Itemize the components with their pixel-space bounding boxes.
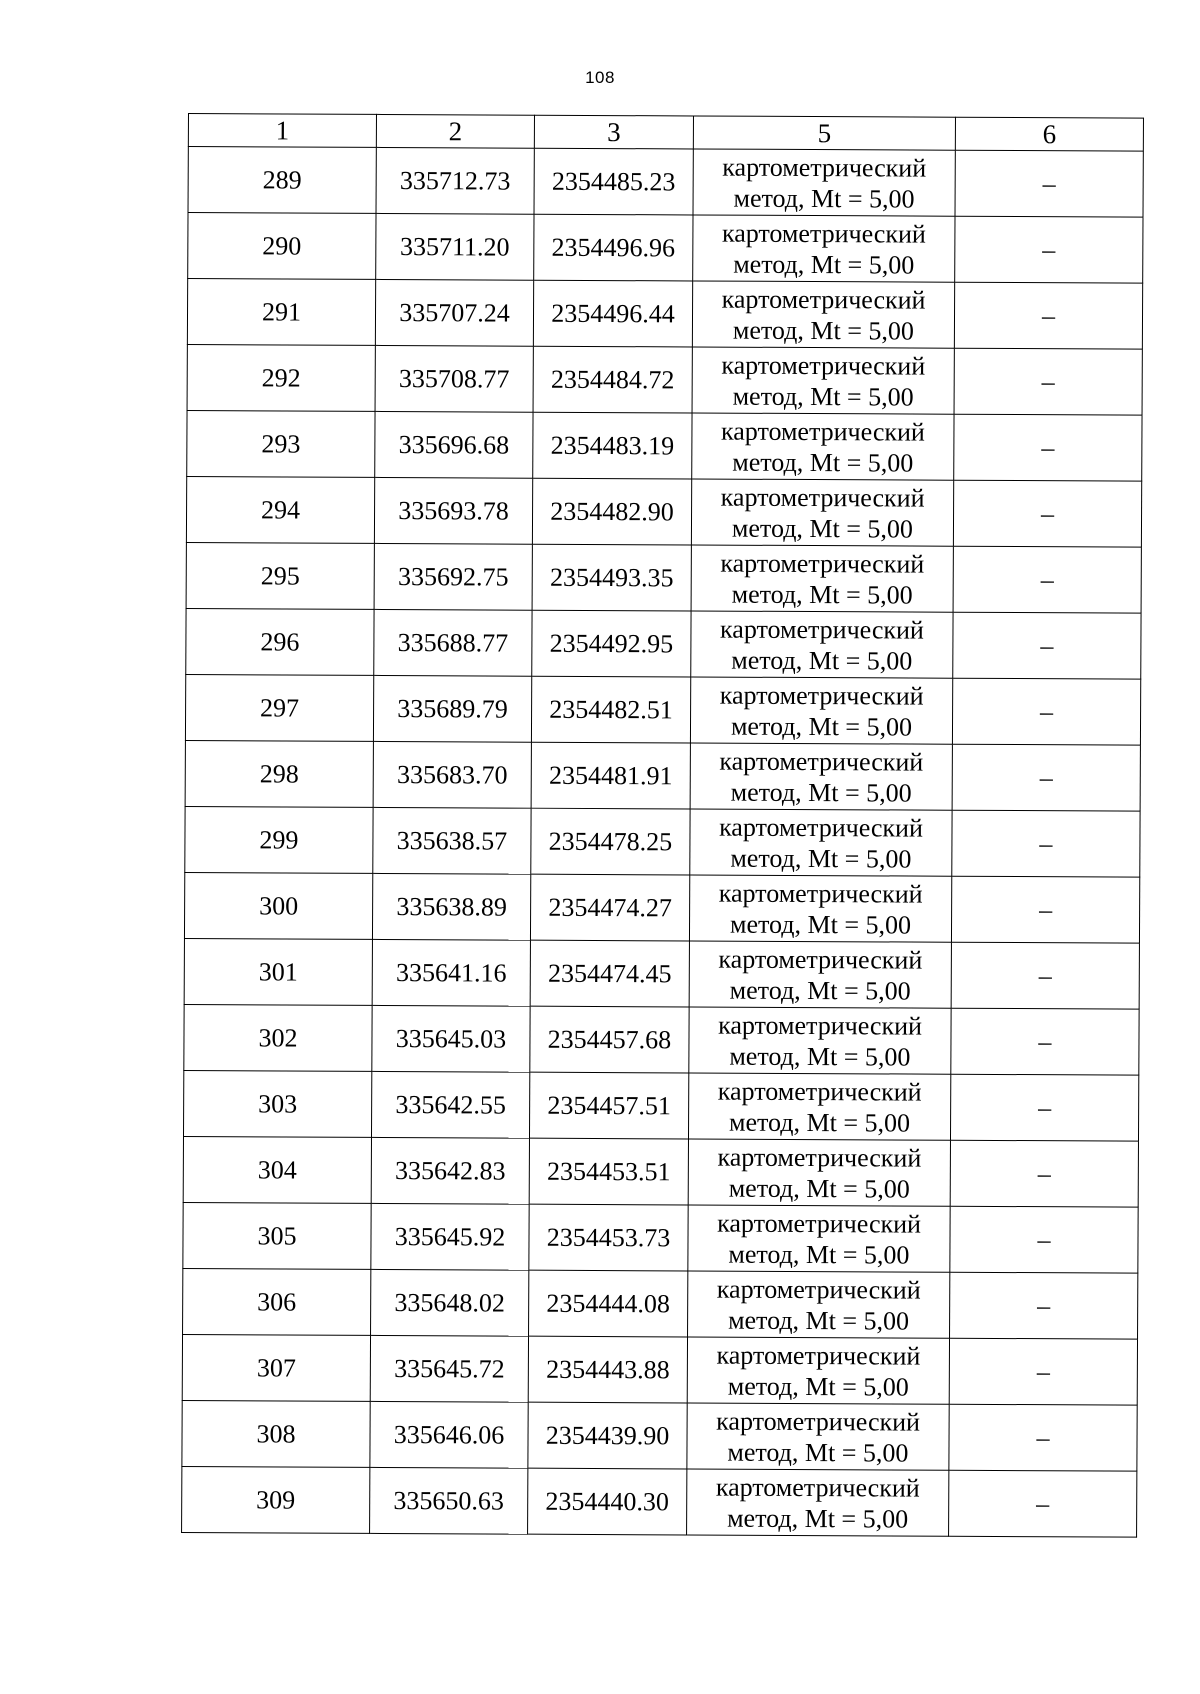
table-row [185,806,1140,877]
table-row [187,410,1142,481]
column-header-2: 2 [376,114,534,148]
note-cell: – [953,612,1141,679]
note-cell: – [954,414,1142,481]
note-cell: – [951,876,1139,943]
y-coordinate-cell: 2354474.45 [530,940,689,1007]
x-coordinate-cell: 335689.79 [373,675,531,742]
table-row [183,1070,1138,1141]
y-coordinate-cell: 2354484.72 [533,346,692,413]
point-number-cell: 309 [182,1466,370,1533]
y-coordinate-cell: 2354496.44 [533,280,692,347]
x-coordinate-cell: 335693.78 [374,477,532,544]
point-number-cell: 296 [186,608,374,675]
y-coordinate-cell: 2354453.51 [529,1138,688,1205]
method-line-1: картометрический [718,878,923,909]
method-line-1: картометрический [716,1274,921,1305]
table-row [183,1202,1138,1273]
x-coordinate-cell: 335645.72 [370,1335,528,1402]
method-line-1: картометрический [721,284,926,315]
note-cell: – [949,1404,1137,1471]
method-line-1: картометрический [718,944,923,975]
method-line-1: картометрический [719,746,924,777]
table-body [182,147,1144,1538]
y-coordinate-cell: 2354457.51 [529,1072,688,1139]
method-cell [689,875,951,942]
point-number-cell: 289 [188,147,376,214]
method-line-1: картометрический [717,1208,922,1239]
point-number-cell: 297 [185,674,373,741]
y-coordinate-cell: 2354482.90 [532,478,691,545]
y-coordinate-cell: 2354485.23 [534,148,693,215]
point-number-cell: 308 [182,1400,370,1467]
point-number-cell: 294 [186,476,374,543]
method-cell [692,347,954,414]
table-row [188,147,1143,218]
table-row [184,938,1139,1009]
table-row [184,872,1139,943]
method-line-2: метод, Mt = 5,00 [727,1503,909,1534]
x-coordinate-cell: 335645.03 [372,1005,530,1072]
y-coordinate-cell: 2354483.19 [533,412,692,479]
x-coordinate-cell: 335646.06 [370,1401,528,1468]
method-line-2: метод, Mt = 5,00 [729,1041,911,1072]
method-line-1: картометрический [715,1472,920,1503]
method-line-2: метод, Mt = 5,00 [730,711,913,742]
method-line-1: картометрический [719,680,924,711]
coordinates-table [181,113,1144,1538]
note-cell: – [955,216,1143,283]
point-number-cell: 293 [187,410,375,477]
table-row [182,1466,1137,1537]
note-cell: – [950,1272,1138,1339]
point-number-cell: 301 [184,938,372,1005]
x-coordinate-cell: 335650.63 [370,1467,528,1534]
method-cell [692,281,954,348]
table-row [183,1268,1138,1339]
point-number-cell: 291 [187,279,375,346]
column-header-3: 3 [534,115,693,149]
note-cell: – [950,1074,1138,1141]
point-number-cell: 303 [183,1070,371,1137]
method-line-1: картометрический [718,1010,923,1041]
table-row [185,740,1140,811]
method-line-2: метод, Mt = 5,00 [727,1437,909,1468]
x-coordinate-cell: 335708.77 [375,345,533,412]
method-cell [691,611,953,678]
note-cell: – [949,1338,1137,1405]
note-cell: – [951,1008,1139,1075]
y-coordinate-cell: 2354496.96 [534,214,693,281]
x-coordinate-cell: 335712.73 [376,147,534,214]
method-line-2: метод, Mt = 5,00 [727,1371,909,1402]
x-coordinate-cell: 335683.70 [373,741,531,808]
note-cell: – [954,282,1142,349]
table-row [187,279,1142,350]
x-coordinate-cell: 335641.16 [372,939,530,1006]
method-cell [688,1139,950,1206]
method-cell [689,941,951,1008]
method-line-2: метод, Mt = 5,00 [731,513,914,544]
point-number-cell: 290 [188,213,376,280]
method-cell [687,1469,949,1536]
note-cell: – [950,1206,1138,1273]
method-line-1: картометрический [722,152,927,183]
method-cell [693,149,955,216]
method-line-1: картометрический [716,1406,921,1437]
method-line-2: метод, Mt = 5,00 [728,1173,910,1204]
table-row [186,542,1141,613]
point-number-cell: 300 [184,872,372,939]
point-number-cell: 298 [185,740,373,807]
method-line-2: метод, Mt = 5,00 [730,777,912,808]
x-coordinate-cell: 335696.68 [375,411,533,478]
y-coordinate-cell: 2354453.73 [529,1204,688,1271]
method-line-1: картометрический [721,218,926,249]
note-cell: – [952,744,1140,811]
method-line-1: картометрический [717,1076,922,1107]
point-number-cell: 305 [183,1202,371,1269]
method-cell [691,479,953,546]
table-row [186,476,1141,547]
x-coordinate-cell: 335648.02 [371,1269,529,1336]
note-cell: – [949,1470,1137,1537]
method-line-1: картометрический [720,548,925,579]
point-number-cell: 304 [183,1136,371,1203]
method-line-1: картометрический [716,1340,921,1371]
table-row [186,608,1141,679]
x-coordinate-cell: 335642.83 [371,1137,529,1204]
method-line-2: метод, Mt = 5,00 [732,381,914,412]
method-cell [690,743,952,810]
point-number-cell: 307 [182,1334,370,1401]
method-line-1: картометрический [720,482,925,513]
method-cell [690,809,952,876]
x-coordinate-cell: 335711.20 [376,213,534,280]
y-coordinate-cell: 2354444.08 [529,1270,688,1337]
y-coordinate-cell: 2354492.95 [532,610,691,677]
y-coordinate-cell: 2354493.35 [532,544,691,611]
point-number-cell: 306 [183,1268,371,1335]
x-coordinate-cell: 335645.92 [371,1203,529,1270]
table-row [182,1334,1137,1405]
table-row [182,1400,1137,1471]
method-line-1: картометрический [720,416,925,447]
method-line-2: метод, Mt = 5,00 [733,249,915,280]
method-cell [688,1271,950,1338]
method-line-2: метод, Mt = 5,00 [732,315,915,346]
method-line-2: метод, Mt = 5,00 [730,843,912,874]
x-coordinate-cell: 335688.77 [374,609,532,676]
method-line-1: картометрический [721,350,926,381]
y-coordinate-cell: 2354439.90 [528,1402,687,1469]
table-row [185,674,1140,745]
x-coordinate-cell: 335707.24 [375,279,533,346]
method-line-1: картометрический [719,812,923,843]
point-number-cell: 292 [187,344,375,411]
method-line-1: картометрический [717,1142,922,1173]
y-coordinate-cell: 2354440.30 [528,1468,687,1535]
method-line-2: метод, Mt = 5,00 [728,1305,910,1336]
x-coordinate-cell: 335638.89 [372,873,530,940]
table-row [184,1004,1139,1075]
method-line-2: метод, Mt = 5,00 [729,1107,911,1138]
column-header-6: 6 [955,117,1143,151]
note-cell: – [953,546,1141,613]
y-coordinate-cell: 2354478.25 [531,808,690,875]
method-cell [687,1337,949,1404]
header-row [188,114,1143,152]
method-cell [688,1205,950,1272]
note-cell: – [954,348,1142,415]
y-coordinate-cell: 2354482.51 [531,676,690,743]
x-coordinate-cell: 335642.55 [371,1071,529,1138]
x-coordinate-cell: 335692.75 [374,543,532,610]
method-cell [689,1007,951,1074]
method-line-2: метод, Mt = 5,00 [733,183,915,214]
method-line-2: метод, Mt = 5,00 [729,909,912,940]
page-number: 108 [585,68,615,87]
table-row [188,213,1143,284]
note-cell: – [955,150,1143,217]
method-line-1: картометрический [720,614,924,645]
table-row [187,344,1142,415]
method-cell [688,1073,950,1140]
note-cell: – [952,810,1140,877]
note-cell: – [952,678,1140,745]
method-cell [692,413,954,480]
method-line-2: метод, Mt = 5,00 [732,447,914,478]
point-number-cell: 299 [185,806,373,873]
point-number-cell: 302 [184,1004,372,1071]
column-header-1: 1 [188,114,376,148]
point-number-cell: 295 [186,542,374,609]
method-line-2: метод, Mt = 5,00 [731,579,913,610]
note-cell: – [951,942,1139,1009]
column-header-5: 5 [693,116,955,150]
y-coordinate-cell: 2354481.91 [531,742,690,809]
method-line-2: метод, Mt = 5,00 [731,645,913,676]
table-row [183,1136,1138,1207]
method-line-2: метод, Mt = 5,00 [729,975,911,1006]
x-coordinate-cell: 335638.57 [373,807,531,874]
y-coordinate-cell: 2354443.88 [528,1336,687,1403]
method-cell [693,215,955,282]
method-cell [687,1403,949,1470]
method-line-2: метод, Mt = 5,00 [728,1239,910,1270]
y-coordinate-cell: 2354474.27 [530,874,689,941]
note-cell: – [950,1140,1138,1207]
method-cell [691,545,953,612]
method-cell [690,677,952,744]
note-cell: – [953,480,1141,547]
y-coordinate-cell: 2354457.68 [530,1006,689,1073]
